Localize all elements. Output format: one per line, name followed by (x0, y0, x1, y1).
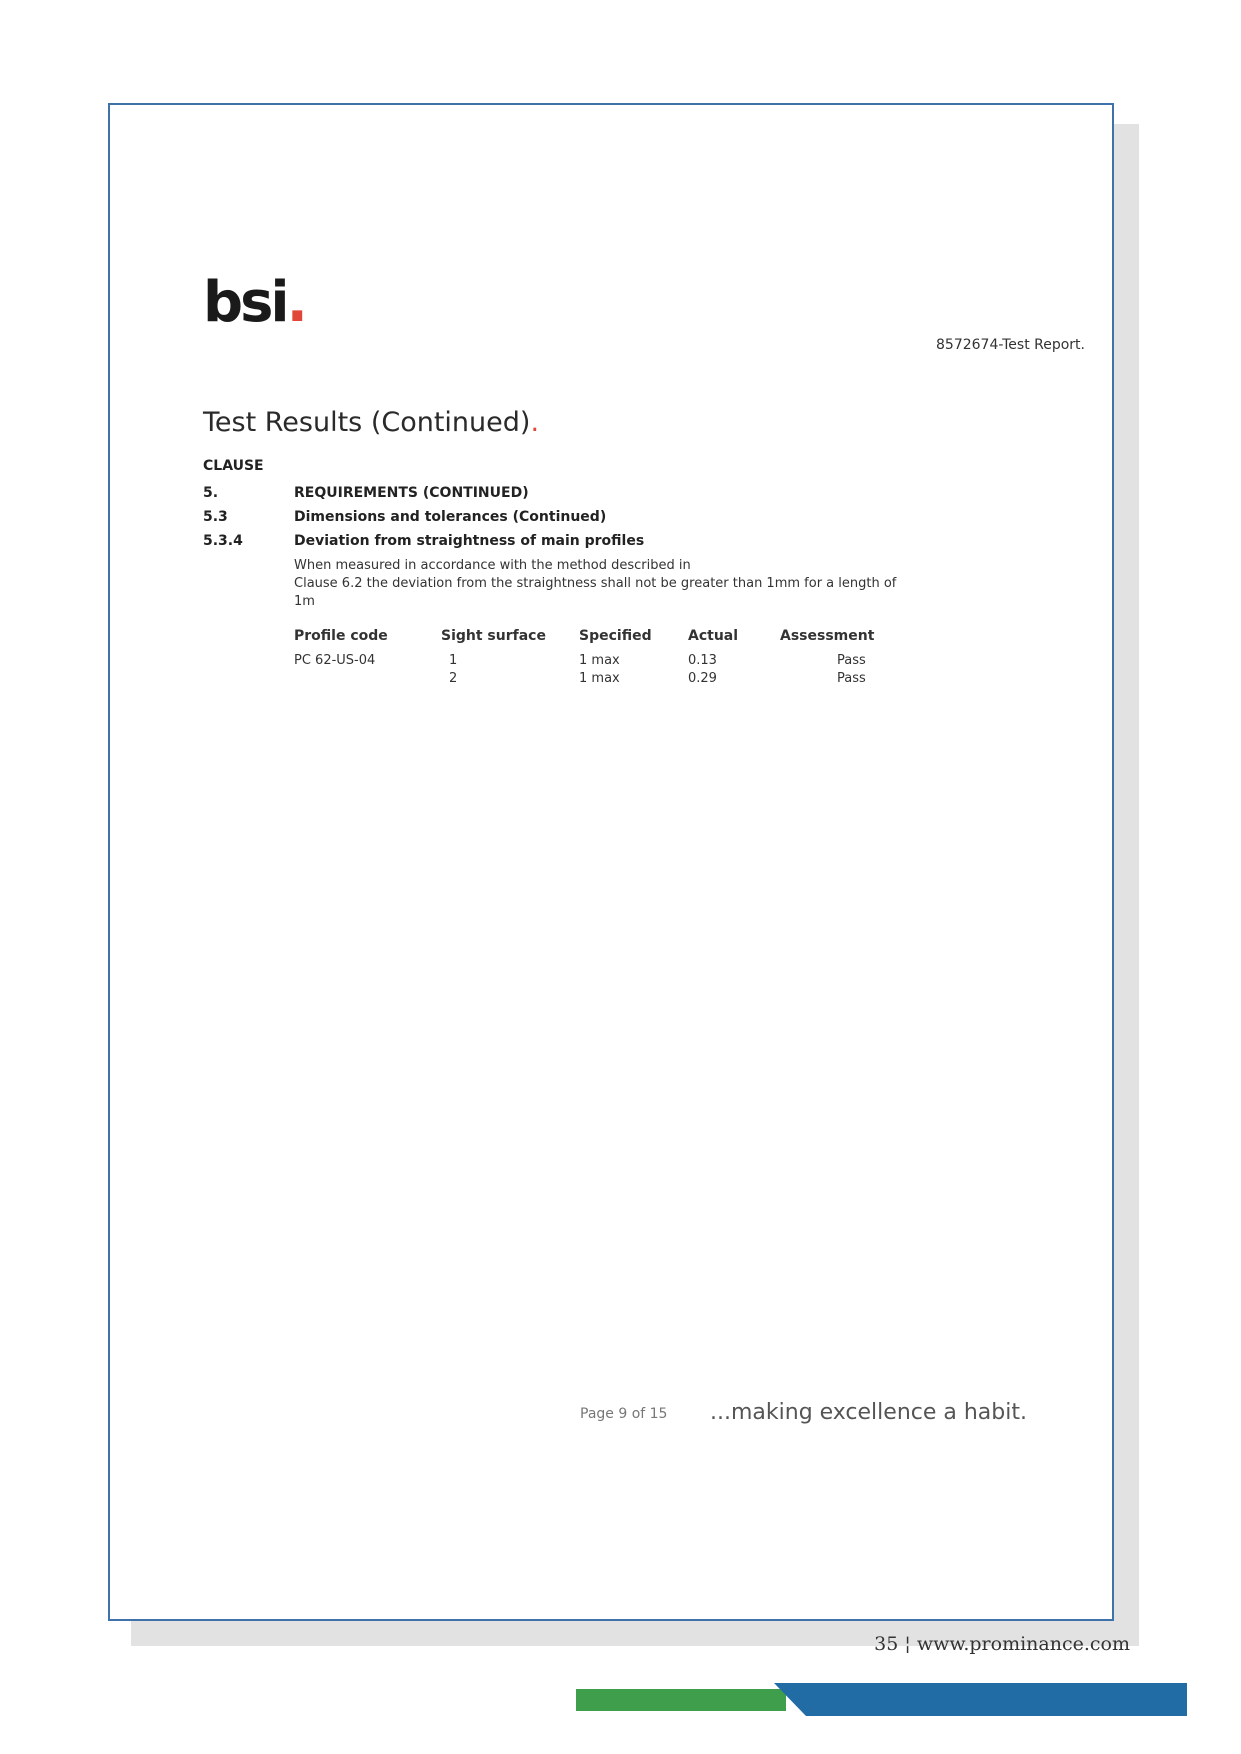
table-header: Specified (579, 628, 652, 644)
page-number: Page 9 of 15 (580, 1406, 668, 1422)
clause-row (203, 533, 644, 549)
clause-number: 5. (203, 485, 219, 501)
bsi-logo: bsi. (203, 270, 308, 335)
table-cell: 1 max (579, 653, 620, 668)
clause-text: Dimensions and tolerances (Continued) (294, 509, 607, 525)
tagline: ...making excellence a habit. (710, 1400, 1027, 1425)
table-cell: Pass (837, 653, 866, 668)
table-cell: 2 (449, 671, 458, 686)
table-header: Profile code (294, 628, 388, 644)
clause-description: When measured in accordance with the method described in Clause 6.2 the deviation from the straightness shall not be greater than 1mm for a length of 1m (294, 558, 897, 609)
table-cell: 0.29 (688, 671, 717, 686)
clause-text: REQUIREMENTS (CONTINUED) (294, 485, 529, 501)
site-footer: 35 ¦ www.prominance.com (874, 1633, 1130, 1655)
clause-row (203, 485, 529, 501)
document-page (108, 103, 1114, 1621)
table-cell: Pass (837, 671, 866, 686)
report-id: 8572674-Test Report. (936, 337, 1085, 353)
footer-bar-blue (774, 1683, 1187, 1716)
clause-header: CLAUSE (203, 458, 264, 474)
table-cell: 0.13 (688, 653, 717, 668)
table-cell: 1 (449, 653, 458, 668)
clause-number: 5.3.4 (203, 533, 243, 549)
page-title: Test Results (Continued). (203, 407, 540, 438)
table-header: Actual (688, 628, 739, 644)
table-cell: PC 62-US-04 (294, 653, 376, 668)
footer-bar-green (576, 1689, 786, 1711)
table-header: Assessment (780, 628, 875, 644)
clause-row (203, 509, 606, 525)
clause-text: Deviation from straightness of main profiles (294, 533, 645, 549)
clause-number: 5.3 (203, 509, 228, 525)
table-header: Sight surface (441, 628, 546, 644)
table-cell: 1 max (579, 671, 620, 686)
